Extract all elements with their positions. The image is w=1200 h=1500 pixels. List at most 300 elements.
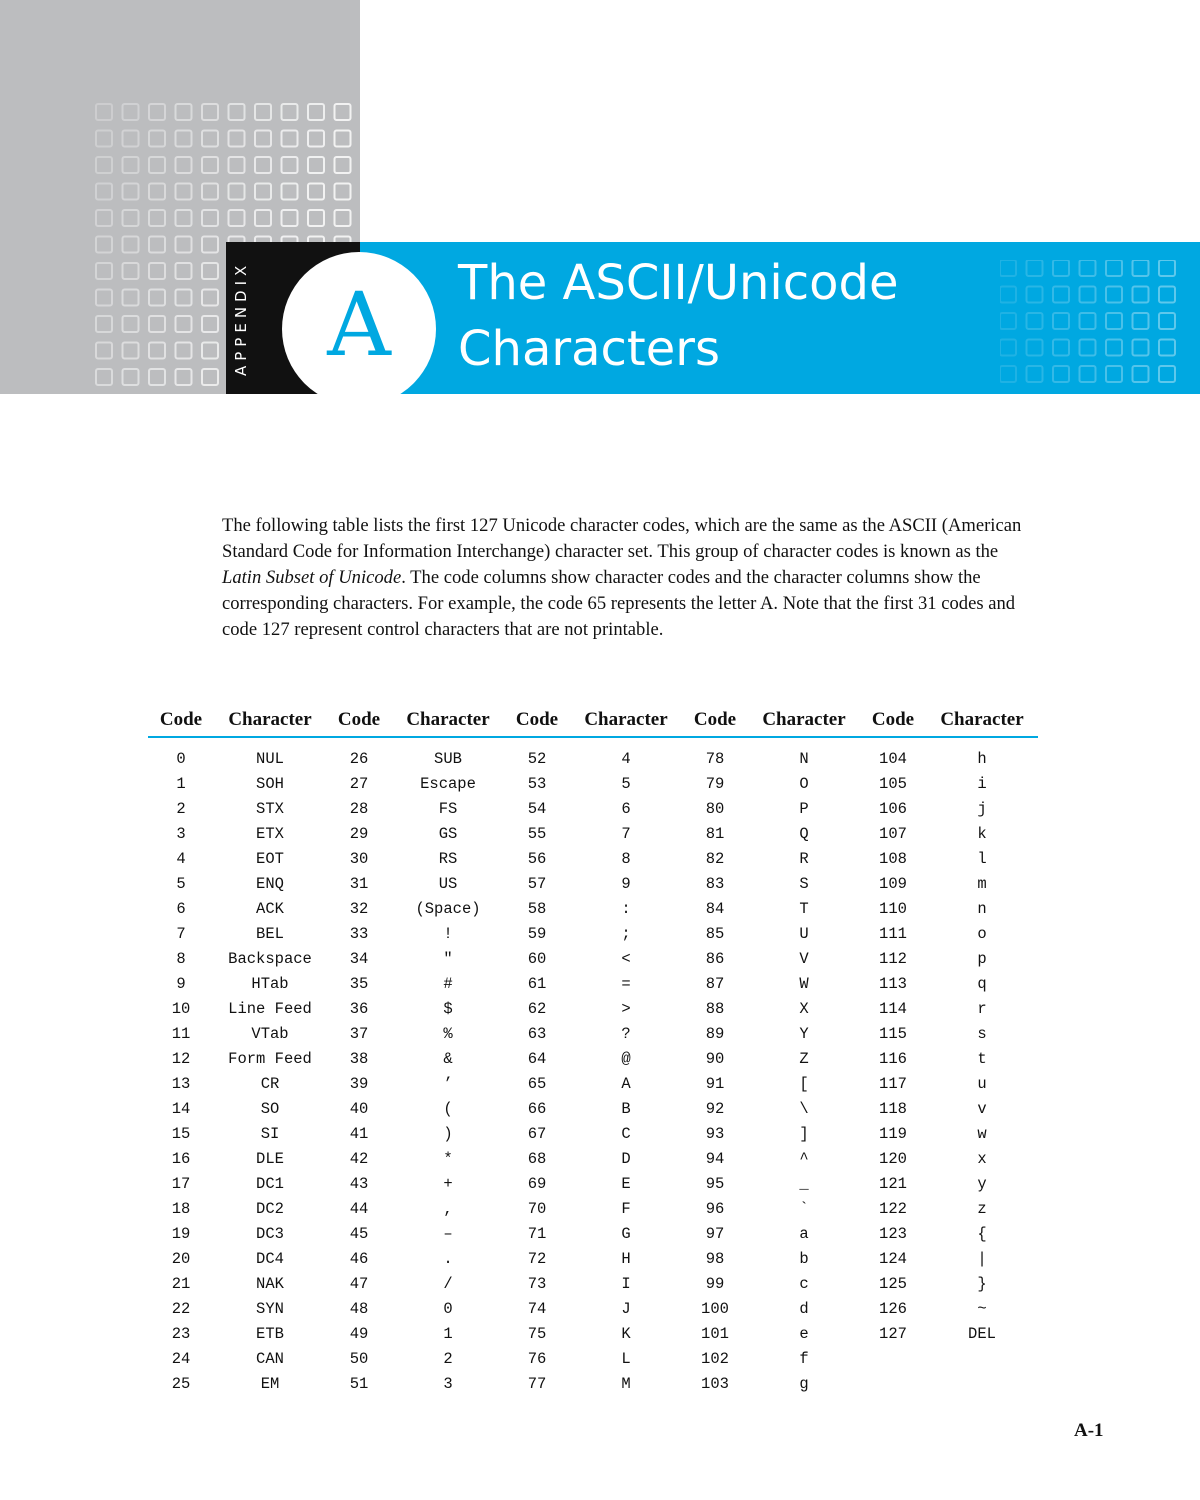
- page-title-line1: The ASCII/Unicode: [458, 255, 899, 311]
- decorative-square: [149, 343, 165, 359]
- character-cell: FS: [438, 799, 458, 818]
- character-cell: W: [799, 974, 809, 993]
- character-cell: DLE: [256, 1149, 284, 1168]
- character-cell: k: [977, 824, 987, 843]
- character-cell: {: [977, 1224, 987, 1243]
- code-cell: 62: [527, 999, 547, 1018]
- character-cell: =: [621, 974, 631, 993]
- code-cell: 70: [527, 1199, 547, 1218]
- code-cell: 97: [705, 1224, 725, 1243]
- decorative-square: [1080, 287, 1096, 303]
- page-number: A-1: [1074, 1420, 1104, 1441]
- character-cell: HTab: [251, 974, 289, 993]
- code-cell: 47: [349, 1274, 369, 1293]
- code-cell: 29: [349, 824, 369, 843]
- character-cell: ~: [977, 1299, 987, 1318]
- character-cell: f: [799, 1349, 809, 1368]
- code-cell: 95: [705, 1174, 725, 1193]
- decorative-square: [1159, 366, 1175, 382]
- decorative-square: [1133, 340, 1149, 356]
- decorative-square: [123, 210, 139, 226]
- character-cell: s: [977, 1024, 987, 1043]
- decorative-square: [1133, 287, 1149, 303]
- decorative-square: [202, 210, 218, 226]
- decorative-blue-squares: [1000, 260, 1200, 394]
- code-cell: 31: [349, 874, 369, 893]
- code-cell: 124: [879, 1249, 907, 1268]
- code-cell: 67: [527, 1124, 547, 1143]
- decorative-square: [176, 316, 192, 332]
- decorative-square: [96, 184, 112, 200]
- character-cell: SOH: [256, 774, 284, 793]
- decorative-square: [202, 316, 218, 332]
- character-cell: NAK: [256, 1274, 284, 1293]
- decorative-square: [96, 263, 112, 279]
- decorative-square: [176, 131, 192, 147]
- code-cell: 78: [705, 749, 725, 768]
- character-cell: STX: [256, 799, 284, 818]
- decorative-square: [149, 263, 165, 279]
- code-cell: 123: [879, 1224, 907, 1243]
- code-cell: 28: [349, 799, 369, 818]
- decorative-square: [282, 131, 298, 147]
- code-cell: 60: [527, 949, 547, 968]
- code-cell: 43: [349, 1174, 369, 1193]
- decorative-square: [1000, 313, 1016, 329]
- code-cell: 24: [171, 1349, 191, 1368]
- code-cell: 66: [527, 1099, 547, 1118]
- decorative-square: [176, 210, 192, 226]
- column-header-character: Character: [926, 706, 1038, 737]
- code-cell: 91: [705, 1074, 725, 1093]
- character-cell: $: [443, 999, 453, 1018]
- decorative-square: [123, 263, 139, 279]
- character-cell: %: [443, 1024, 453, 1043]
- column-header-character: Character: [748, 706, 860, 737]
- character-cell: O: [799, 774, 809, 793]
- decorative-square: [176, 104, 192, 120]
- table-row: [148, 737, 1038, 771]
- character-cell: SUB: [434, 749, 462, 768]
- decorative-square: [149, 184, 165, 200]
- code-cell: 57: [527, 874, 547, 893]
- code-cell: 55: [527, 824, 547, 843]
- decorative-square: [123, 343, 139, 359]
- character-cell: SYN: [256, 1299, 284, 1318]
- code-cell: 88: [705, 999, 725, 1018]
- decorative-square: [282, 104, 298, 120]
- code-cell: 83: [705, 874, 725, 893]
- character-cell: t: [977, 1049, 987, 1068]
- code-cell: 84: [705, 899, 725, 918]
- character-cell: GS: [438, 824, 458, 843]
- decorative-square: [1027, 287, 1043, 303]
- character-cell: S: [799, 874, 809, 893]
- code-cell: 14: [171, 1099, 191, 1118]
- code-cell: 2: [176, 799, 186, 818]
- decorative-square: [1159, 313, 1175, 329]
- character-cell: Z: [799, 1049, 809, 1068]
- code-cell: 27: [349, 774, 369, 793]
- code-cell: 19: [171, 1224, 191, 1243]
- character-cell: DC2: [256, 1199, 284, 1218]
- decorative-square: [123, 157, 139, 173]
- code-cell: 3: [176, 824, 186, 843]
- code-cell: 102: [701, 1349, 729, 1368]
- code-cell: 26: [349, 749, 369, 768]
- column-header-code: Code: [860, 706, 926, 737]
- table-row: [148, 1046, 1038, 1071]
- character-cell: ETX: [256, 824, 284, 843]
- code-cell: 109: [879, 874, 907, 893]
- code-cell: 10: [171, 999, 191, 1018]
- decorative-square: [1053, 287, 1069, 303]
- page-title: [458, 250, 978, 382]
- decorative-square: [1106, 287, 1122, 303]
- decorative-square: [229, 210, 245, 226]
- code-cell: 75: [527, 1324, 547, 1343]
- character-cell: DC4: [256, 1249, 284, 1268]
- character-cell: 9: [621, 874, 631, 893]
- character-cell: c: [799, 1274, 809, 1293]
- code-cell: 40: [349, 1099, 369, 1118]
- decorative-square: [96, 210, 112, 226]
- character-cell: #: [443, 974, 453, 993]
- code-cell: 54: [527, 799, 547, 818]
- code-cell: 22: [171, 1299, 191, 1318]
- decorative-square: [229, 131, 245, 147]
- decorative-square: [1080, 260, 1096, 276]
- character-cell: I: [621, 1274, 631, 1293]
- character-cell: r: [977, 999, 987, 1018]
- decorative-square: [176, 237, 192, 253]
- decorative-square: [96, 290, 112, 306]
- character-cell: ’: [443, 1074, 453, 1093]
- code-cell: 73: [527, 1274, 547, 1293]
- character-cell: }: [977, 1274, 987, 1293]
- character-cell: n: [977, 899, 987, 918]
- character-cell: EOT: [256, 849, 284, 868]
- decorative-square: [1080, 366, 1096, 382]
- code-cell: 45: [349, 1224, 369, 1243]
- character-cell: X: [799, 999, 809, 1018]
- decorative-square: [202, 290, 218, 306]
- character-cell: ?: [621, 1024, 631, 1043]
- code-cell: 100: [701, 1299, 729, 1318]
- code-cell: 125: [879, 1274, 907, 1293]
- table-row: [148, 1071, 1038, 1096]
- code-cell: 85: [705, 924, 725, 943]
- character-cell: a: [799, 1224, 809, 1243]
- decorative-square: [202, 263, 218, 279]
- character-cell: 2: [443, 1349, 453, 1368]
- decorative-square: [255, 184, 271, 200]
- character-cell: K: [621, 1324, 631, 1343]
- code-cell: 116: [879, 1049, 907, 1068]
- decorative-square: [1000, 366, 1016, 382]
- table-row: [148, 1196, 1038, 1221]
- character-cell: i: [977, 774, 987, 793]
- decorative-square: [1106, 340, 1122, 356]
- code-cell: 21: [171, 1274, 191, 1293]
- table-body: [148, 737, 1038, 1396]
- code-cell: 63: [527, 1024, 547, 1043]
- code-cell: 92: [705, 1099, 725, 1118]
- table-row: [148, 771, 1038, 796]
- character-cell: >: [621, 999, 631, 1018]
- character-cell: SO: [260, 1099, 280, 1118]
- decorative-square: [202, 157, 218, 173]
- code-cell: 8: [176, 949, 186, 968]
- character-cell: (Space): [415, 899, 481, 918]
- character-cell: <: [621, 949, 631, 968]
- decorative-square: [1159, 340, 1175, 356]
- character-cell: V: [799, 949, 809, 968]
- code-cell: 51: [349, 1374, 369, 1393]
- character-cell: ): [443, 1124, 453, 1143]
- character-cell: Escape: [420, 774, 476, 793]
- decorative-square: [202, 343, 218, 359]
- decorative-square: [123, 104, 139, 120]
- table-row: [148, 821, 1038, 846]
- code-cell: 98: [705, 1249, 725, 1268]
- character-cell: (: [443, 1099, 453, 1118]
- character-cell: [: [799, 1074, 809, 1093]
- code-cell: 106: [879, 799, 907, 818]
- code-cell: 101: [701, 1324, 729, 1343]
- character-cell: R: [799, 849, 809, 868]
- character-cell: NUL: [256, 749, 284, 768]
- code-cell: 107: [879, 824, 907, 843]
- code-cell: 32: [349, 899, 369, 918]
- table-row: [148, 1146, 1038, 1171]
- code-cell: 34: [349, 949, 369, 968]
- code-cell: 71: [527, 1224, 547, 1243]
- code-cell: 68: [527, 1149, 547, 1168]
- character-cell: 7: [621, 824, 631, 843]
- decorative-square: [123, 237, 139, 253]
- table-row: [148, 796, 1038, 821]
- character-cell: o: [977, 924, 987, 943]
- character-cell: DC1: [256, 1174, 284, 1193]
- code-cell: 118: [879, 1099, 907, 1118]
- decorative-square: [255, 104, 271, 120]
- character-cell: !: [443, 924, 453, 943]
- decorative-square: [308, 210, 324, 226]
- character-cell: ENQ: [256, 874, 284, 893]
- character-cell: C: [621, 1124, 631, 1143]
- code-cell: 20: [171, 1249, 191, 1268]
- character-cell: DC3: [256, 1224, 284, 1243]
- code-cell: 113: [879, 974, 907, 993]
- decorative-square: [202, 369, 218, 385]
- decorative-square: [308, 104, 324, 120]
- code-cell: 0: [176, 749, 186, 768]
- decorative-square: [1106, 313, 1122, 329]
- character-cell: DEL: [968, 1324, 996, 1343]
- character-cell: –: [443, 1224, 453, 1243]
- decorative-square: [123, 369, 139, 385]
- table-row: [148, 1171, 1038, 1196]
- code-cell: 96: [705, 1199, 725, 1218]
- decorative-square: [96, 343, 112, 359]
- character-cell: _: [799, 1174, 809, 1193]
- character-cell: VTab: [251, 1024, 289, 1043]
- code-cell: 103: [701, 1374, 729, 1393]
- code-cell: 16: [171, 1149, 191, 1168]
- character-cell: D: [621, 1149, 631, 1168]
- character-cell: e: [799, 1324, 809, 1343]
- code-cell: 87: [705, 974, 725, 993]
- character-cell: :: [621, 899, 631, 918]
- character-cell: Form Feed: [228, 1049, 312, 1068]
- decorative-square: [149, 131, 165, 147]
- character-cell: d: [799, 1299, 809, 1318]
- code-cell: 25: [171, 1374, 191, 1393]
- character-cell: Y: [799, 1024, 809, 1043]
- character-cell: 0: [443, 1299, 453, 1318]
- code-cell: 39: [349, 1074, 369, 1093]
- code-cell: 17: [171, 1174, 191, 1193]
- character-cell: x: [977, 1149, 987, 1168]
- code-cell: 99: [705, 1274, 725, 1293]
- intro-emphasis: Latin Subset of Unicode: [222, 567, 402, 588]
- code-cell: 7: [176, 924, 186, 943]
- appendix-letter: A: [327, 273, 391, 376]
- code-cell: 80: [705, 799, 725, 818]
- character-cell: |: [977, 1249, 987, 1268]
- code-cell: 15: [171, 1124, 191, 1143]
- code-cell: 76: [527, 1349, 547, 1368]
- character-cell: +: [443, 1174, 453, 1193]
- character-cell: z: [977, 1199, 987, 1218]
- decorative-square: [229, 157, 245, 173]
- code-cell: 30: [349, 849, 369, 868]
- code-cell: 119: [879, 1124, 907, 1143]
- table-row: [148, 1246, 1038, 1271]
- decorative-square: [1133, 313, 1149, 329]
- decorative-square: [1000, 287, 1016, 303]
- code-cell: 112: [879, 949, 907, 968]
- decorative-square: [282, 184, 298, 200]
- character-cell: CAN: [256, 1349, 284, 1368]
- code-cell: 89: [705, 1024, 725, 1043]
- character-cell: G: [621, 1224, 631, 1243]
- character-cell: 8: [621, 849, 631, 868]
- character-cell: [926, 1346, 1038, 1371]
- column-header-code: Code: [682, 706, 748, 737]
- table-row: [148, 1271, 1038, 1296]
- code-cell: 1: [176, 774, 186, 793]
- decorative-square: [96, 157, 112, 173]
- decorative-square: [1027, 313, 1043, 329]
- intro-text-start: The following table lists the first 127 Unicode character codes, which are the same as the ASCII (American Standard Code for Information Interchange) character set. This group of character codes is known as the: [222, 515, 1022, 562]
- decorative-square: [123, 131, 139, 147]
- decorative-square: [1106, 260, 1122, 276]
- column-header-code: Code: [148, 706, 214, 737]
- decorative-square: [123, 184, 139, 200]
- character-cell: B: [621, 1099, 631, 1118]
- code-cell: 44: [349, 1199, 369, 1218]
- code-cell: 58: [527, 899, 547, 918]
- code-cell: 48: [349, 1299, 369, 1318]
- character-cell: ;: [621, 924, 631, 943]
- character-cell: 6: [621, 799, 631, 818]
- character-cell: F: [621, 1199, 631, 1218]
- character-cell: L: [621, 1349, 631, 1368]
- decorative-square: [96, 104, 112, 120]
- decorative-square: [1080, 340, 1096, 356]
- decorative-square: [1053, 366, 1069, 382]
- code-cell: 117: [879, 1074, 907, 1093]
- code-cell: 6: [176, 899, 186, 918]
- ascii-table: [148, 706, 1038, 1396]
- column-header-character: Character: [392, 706, 504, 737]
- character-cell: N: [799, 749, 809, 768]
- decorative-square: [335, 104, 351, 120]
- decorative-square: [202, 131, 218, 147]
- code-cell: 13: [171, 1074, 191, 1093]
- decorative-square: [1106, 366, 1122, 382]
- code-cell: 64: [527, 1049, 547, 1068]
- code-cell: 82: [705, 849, 725, 868]
- code-cell: 11: [171, 1024, 191, 1043]
- decorative-square: [1053, 260, 1069, 276]
- code-cell: 79: [705, 774, 725, 793]
- decorative-square: [229, 184, 245, 200]
- decorative-square: [1159, 287, 1175, 303]
- character-cell: `: [799, 1199, 809, 1218]
- code-cell: 36: [349, 999, 369, 1018]
- code-cell: 111: [879, 924, 907, 943]
- character-cell: ^: [799, 1149, 809, 1168]
- character-cell: q: [977, 974, 987, 993]
- character-cell: Line Feed: [228, 999, 312, 1018]
- code-cell: 41: [349, 1124, 369, 1143]
- character-cell: .: [443, 1249, 453, 1268]
- character-cell: p: [977, 949, 987, 968]
- code-cell: [860, 1371, 926, 1396]
- character-cell: A: [621, 1074, 631, 1093]
- character-cell: 3: [443, 1374, 453, 1393]
- table-row: [148, 1296, 1038, 1321]
- decorative-square: [308, 131, 324, 147]
- code-cell: 121: [879, 1174, 907, 1193]
- character-cell: y: [977, 1174, 987, 1193]
- code-cell: 77: [527, 1374, 547, 1393]
- decorative-square: [255, 131, 271, 147]
- character-cell: Backspace: [228, 949, 312, 968]
- character-cell: 4: [621, 749, 631, 768]
- code-cell: 114: [879, 999, 907, 1018]
- decorative-square: [1027, 340, 1043, 356]
- code-cell: 9: [176, 974, 186, 993]
- decorative-square: [1080, 313, 1096, 329]
- character-cell: ACK: [256, 899, 284, 918]
- decorative-square: [176, 343, 192, 359]
- code-cell: 33: [349, 924, 369, 943]
- intro-text-end: . The code columns show character codes and the character columns show the corresponding characters. For example, the code 65 represents the letter A. Note that the first 31 codes and code 127 represent control characters that are not printable.: [222, 567, 1016, 640]
- code-cell: 42: [349, 1149, 369, 1168]
- code-cell: 115: [879, 1024, 907, 1043]
- character-cell: &: [443, 1049, 453, 1068]
- code-cell: [860, 1346, 926, 1371]
- decorative-square: [1027, 260, 1043, 276]
- character-cell: u: [977, 1074, 987, 1093]
- code-cell: 110: [879, 899, 907, 918]
- character-cell: j: [977, 799, 987, 818]
- column-header-character: Character: [570, 706, 682, 737]
